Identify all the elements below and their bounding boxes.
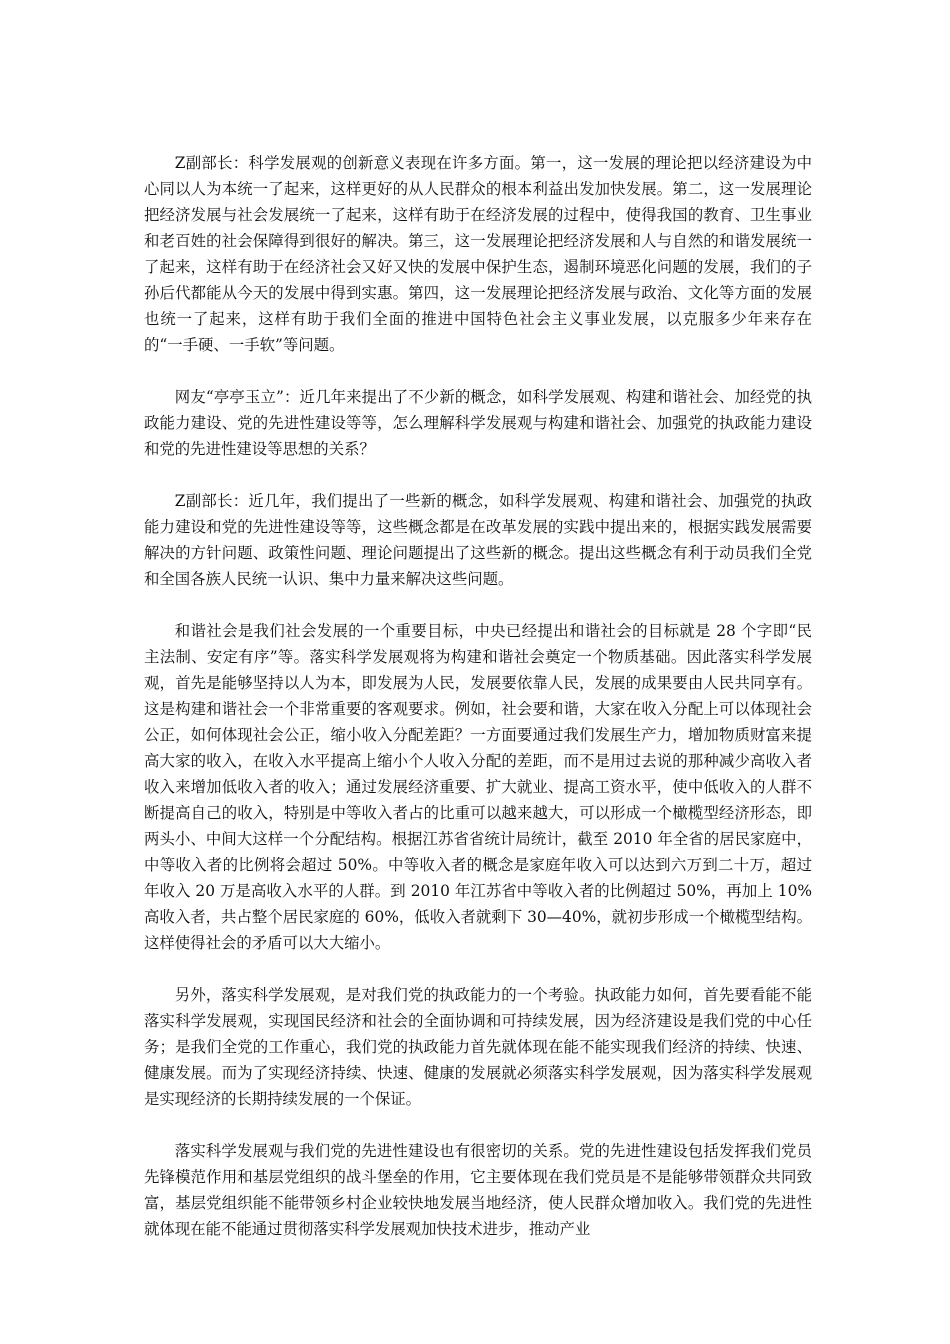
paragraph-5: 另外，落实科学发展观，是对我们党的执政能力的一个考验。执政能力如何，首先要看能不能落实科学发展观，实现国民经济和社会的全面协调和可持续发展，因为经济建设是我们党的中心任务；是我们全党的工作重心，我们党的执政能力首先就体现在能不能实现我们经济的持续、快速、健康发展。而为了实现经济持续、快速、健康的发展就必须落实科学发展观，因为落实科学发展观是实现经济的长期持续发展的一个保证。 <box>144 986 812 1108</box>
paragraph-3: Z副部长：近几年，我们提出了一些新的概念，如科学发展观、构建和谐社会、加强党的执政能力建设和党的先进性建设等等，这些概念都是在改革发展的实践中提出来的，根据实践发展需要解决的方针问题、政策性问题、理论问题提出了这些新的概念。提出这些概念有利于动员我们全党和全国各族人民统一认识、集中力量来解决这些问题。 <box>144 492 812 588</box>
document-body <box>144 150 812 1268</box>
paragraph-4: 和谐社会是我们社会发展的一个重要目标，中央已经提出和谐社会的目标就是 28 个字即“民主法制、安定有序”等。落实科学发展观将为构建和谐社会奠定一个物质基础。因此落实科学发展观，首先是能够坚持以人为本，即发展为人民，发展要依靠人民，发展的成果要由人民共同享有。这是构建和谐社会一个非常重要的客观要求。例如，社会要和谐，大家在收入分配上可以体现社会公正，如何体现社会公正，缩小收入分配差距？一方面要通过我们发展生产力，增加物质财富来提高大家的收入，在收入水平提高上缩小个人收入分配的差距，而不是用过去说的那种减少高收入者收入来增加低收入者的收入；通过发展经济重要、扩大就业、提高工资水平，使中低收入的人群不断提高自己的收入，特别是中等收入者占的比重可以越来越大，可以形成一个橄榄型经济形态，即两头小、中间大这样一个分配结构。根据江苏省省统计局统计，截至 2010 年全省的居民家庭中，中等收入者的比例将会超过 50%。中等收入者的概念是家庭年收入可以达到六万到二十万，超过年收入 20 万是高收入水平的人群。到 2010 年江苏省中等收入者的比例超过 50%，再加上 10%高收入者，共占整个居民家庭的 60%，低收入者就剩下 30—40%，就初步形成一个橄榄型结构。这样使得社会的矛盾可以大大缩小。 <box>144 622 812 952</box>
paragraph-2: 网友“亭亭玉立”：近几年来提出了不少新的概念，如科学发展观、构建和谐社会、加经党的执政能力建设、党的先进性建设等等，怎么理解科学发展观与构建和谐社会、加强党的执政能力建设和党的先进性建设等思想的关系？ <box>144 388 812 458</box>
paragraph-6: 落实科学发展观与我们党的先进性建设也有很密切的关系。党的先进性建设包括发挥我们党员先锋模范作用和基层党组织的战斗堡垒的作用，它主要体现在我们党员是不是能够带领群众共同致富，基层党组织能不能带领乡村企业较快地发展当地经济，使人民群众增加收入。我们党的先进性就体现在能不能通过贯彻落实科学发展观加快技术进步，推动产业 <box>144 1142 812 1238</box>
paragraph-1: Z副部长：科学发展观的创新意义表现在许多方面。第一，这一发展的理论把以经济建设为中心同以人为本统一了起来，这样更好的从人民群众的根本利益出发加快发展。第二，这一发展理论把经济发展与社会发展统一了起来，这样有助于在经济发展的过程中，使得我国的教育、卫生事业和老百姓的社会保障得到很好的解决。第三，这一发展理论把经济发展和人与自然的和谐发展统一了起来，这样有助于在经济社会又好又快的发展中保护生态，遏制环境恶化问题的发展，我们的子孙后代都能从今天的发展中得到实惠。第四，这一发展理论把经济发展与政治、文化等方面的发展也统一了起来，这样有助于我们全面的推进中国特色社会主义事业发展，以克服多少年来存在的“一手硬、一手软”等问题。 <box>144 154 812 354</box>
